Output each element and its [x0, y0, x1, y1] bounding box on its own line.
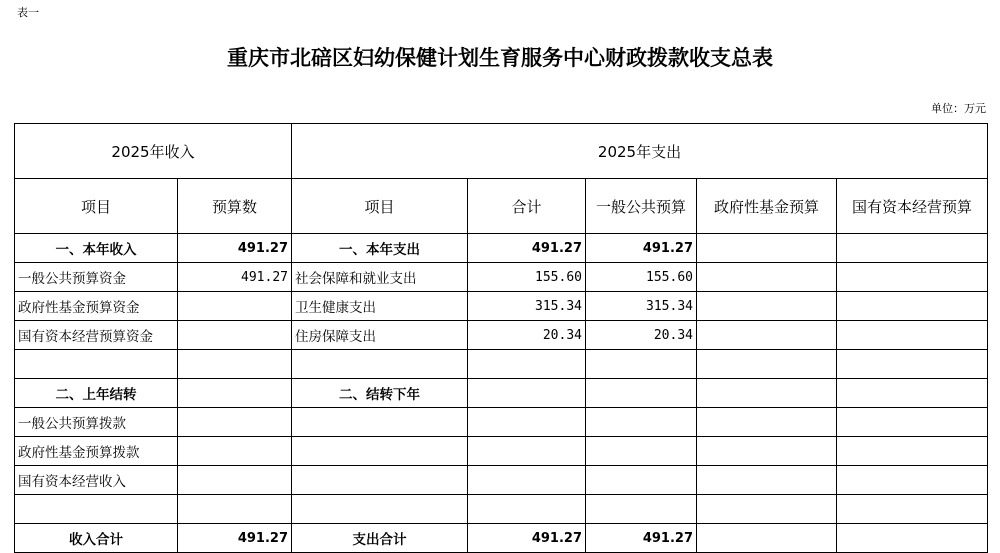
table-cell: 491.27 — [178, 524, 292, 553]
table-cell — [178, 350, 292, 379]
column-header: 合计 — [468, 179, 586, 234]
table-cell — [468, 495, 586, 524]
table-cell — [292, 350, 468, 379]
table-cell — [837, 495, 988, 524]
table-row — [15, 321, 988, 350]
table-cell: 一、本年收入 — [15, 234, 178, 263]
table-row — [15, 379, 988, 408]
table-cell — [178, 466, 292, 495]
table-row — [15, 350, 988, 379]
table-cell — [15, 350, 178, 379]
table-cell — [837, 234, 988, 263]
table-cell — [468, 437, 586, 466]
column-header: 国有资本经营预算 — [837, 179, 988, 234]
table-cell: 二、上年结转 — [15, 379, 178, 408]
table-row — [15, 292, 988, 321]
table-row — [15, 466, 988, 495]
table-cell — [292, 495, 468, 524]
table-cell: 政府性基金预算资金 — [15, 292, 178, 321]
table-label: 表一 — [17, 6, 39, 19]
table-cell: 住房保障支出 — [292, 321, 468, 350]
table-cell — [586, 466, 697, 495]
table-cell — [837, 437, 988, 466]
table-cell: 155.60 — [468, 263, 586, 292]
table-cell: 315.34 — [468, 292, 586, 321]
table-cell — [292, 466, 468, 495]
page-title: 重庆市北碚区妇幼保健计划生育服务中心财政拨款收支总表 — [227, 45, 773, 70]
table-cell — [586, 495, 697, 524]
column-header: 项目 — [15, 179, 178, 234]
table-cell — [468, 408, 586, 437]
table-cell — [15, 495, 178, 524]
table-cell: 卫生健康支出 — [292, 292, 468, 321]
table-row — [15, 234, 988, 263]
table-cell — [586, 350, 697, 379]
table-cell — [468, 466, 586, 495]
table-row — [15, 263, 988, 292]
table-cell: 491.27 — [178, 234, 292, 263]
column-header-row — [15, 179, 988, 234]
table-cell — [178, 408, 292, 437]
table-cell — [697, 292, 837, 321]
table-cell: 491.27 — [586, 234, 697, 263]
table-cell — [292, 408, 468, 437]
table-row — [15, 495, 988, 524]
table-cell: 491.27 — [586, 524, 697, 553]
table-cell — [468, 350, 586, 379]
table-cell — [837, 524, 988, 553]
table-row — [15, 408, 988, 437]
table-cell: 155.60 — [586, 263, 697, 292]
table-cell — [837, 408, 988, 437]
table-cell: 一般公共预算资金 — [15, 263, 178, 292]
table-cell — [697, 263, 837, 292]
table-cell: 社会保障和就业支出 — [292, 263, 468, 292]
table-cell — [837, 292, 988, 321]
table-cell — [697, 466, 837, 495]
table-cell: 一般公共预算拨款 — [15, 408, 178, 437]
table-cell: 国有资本经营预算资金 — [15, 321, 178, 350]
table-cell — [697, 524, 837, 553]
table-cell — [697, 379, 837, 408]
table-cell — [697, 234, 837, 263]
table-cell: 315.34 — [586, 292, 697, 321]
table-cell — [837, 321, 988, 350]
table-cell — [468, 379, 586, 408]
table-cell — [837, 466, 988, 495]
table-cell: 491.27 — [468, 234, 586, 263]
table-cell — [697, 321, 837, 350]
table-cell — [697, 350, 837, 379]
table-cell — [178, 321, 292, 350]
table-cell — [178, 495, 292, 524]
table-cell — [837, 263, 988, 292]
table-cell: 二、结转下年 — [292, 379, 468, 408]
table-cell: 一、本年支出 — [292, 234, 468, 263]
table-cell: 20.34 — [586, 321, 697, 350]
table-cell: 国有资本经营收入 — [15, 466, 178, 495]
table-cell — [586, 408, 697, 437]
table-cell — [178, 379, 292, 408]
unit-label: 单位：万元 — [931, 102, 986, 115]
table-cell: 收入合计 — [15, 524, 178, 553]
income-group-header: 2025年收入 — [15, 124, 292, 179]
table-cell: 政府性基金预算拨款 — [15, 437, 178, 466]
table-cell — [178, 292, 292, 321]
column-header: 政府性基金预算 — [697, 179, 837, 234]
table-cell — [697, 495, 837, 524]
expense-group-header: 2025年支出 — [292, 124, 988, 179]
table-cell: 491.27 — [468, 524, 586, 553]
table-cell — [697, 408, 837, 437]
table-row — [15, 437, 988, 466]
table-cell: 支出合计 — [292, 524, 468, 553]
table-cell — [586, 437, 697, 466]
table-cell — [292, 437, 468, 466]
table-cell — [586, 379, 697, 408]
column-header: 一般公共预算 — [586, 179, 697, 234]
group-header-row — [15, 124, 988, 179]
table-cell — [697, 437, 837, 466]
table-cell — [178, 437, 292, 466]
total-row — [15, 524, 988, 553]
budget-table — [14, 123, 988, 553]
column-header: 预算数 — [178, 179, 292, 234]
table-cell — [837, 350, 988, 379]
table-cell — [837, 379, 988, 408]
table-cell: 491.27 — [178, 263, 292, 292]
table-cell: 20.34 — [468, 321, 586, 350]
column-header: 项目 — [292, 179, 468, 234]
